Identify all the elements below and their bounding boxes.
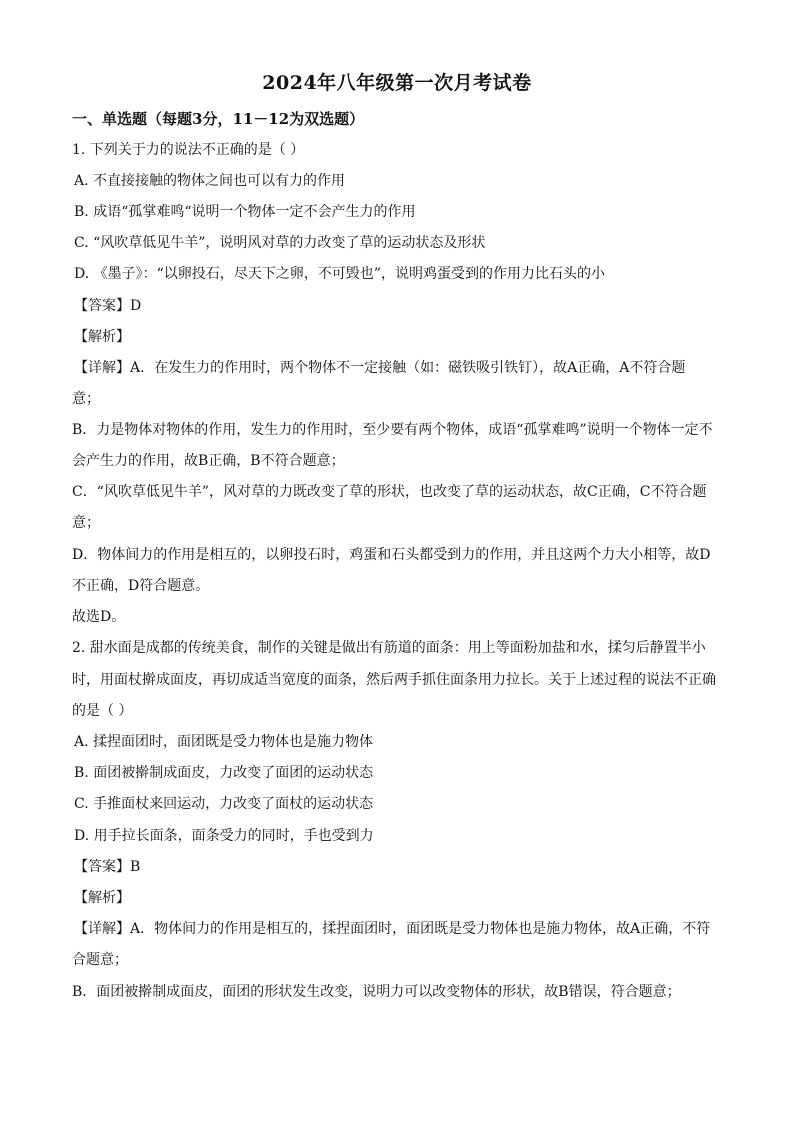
q1-option-d: D. 《墨子》：“以卵投石，尽天下之卵，不可毁也”，说明鸡蛋受到的作用力比石头的小 [74, 266, 605, 282]
q1-detail-line: 意； [72, 515, 100, 531]
q1-detail-line: 不正确，D符合题意。 [72, 578, 210, 594]
section-heading: 一、单选题（每题3分，11－12为双选题） [72, 110, 365, 128]
q2-answer: 【答案】B [74, 859, 141, 875]
q1-answer: 【答案】D [74, 298, 142, 314]
q2-stem-line: 的是（ ） [72, 703, 133, 719]
q1-detail-line: 会产生力的作用，故B正确，B不符合题意； [72, 453, 345, 469]
q1-option-b: B. 成语“孤掌难鸣“说明一个物体一定不会产生力的作用 [74, 204, 416, 220]
q1-detail-line: D．物体间力的作用是相互的，以卵投石时，鸡蛋和石头都受到力的作用，并且这两个力大小相等，故D [72, 547, 711, 563]
q2-option-a: A. 揉捏面团时，面团既是受力物体也是施力物体 [74, 734, 374, 750]
q1-detail-line: C．“风吹草低见牛羊”，风对草的力既改变了草的形状，也改变了草的运动状态，故C正确，C不符合题 [72, 484, 707, 500]
q2-option-d: D. 用手拉长面条，面条受力的同时，手也受到力 [74, 828, 374, 844]
q1-option-a: A. 不直接接触的物体之间也可以有力的作用 [74, 173, 346, 189]
q2-option-c: C. 手推面杖来回运动，力改变了面杖的运动状态 [74, 796, 374, 812]
q1-analysis-label: 【解析】 [74, 329, 130, 345]
q1-stem: 1. 下列关于力的说法不正确的是（ ） [72, 142, 305, 158]
q2-option-b: B. 面团被擀制成面皮，力改变了面团的运动状态 [74, 765, 374, 781]
q2-detail-line: B．面团被擀制成面皮，面团的形状发生改变，说明力可以改变物体的形状，故B错误，符合题意； [72, 984, 681, 1000]
q2-stem-line: 时，用面杖擀成面皮，再切成适当宽度的面条，然后两手抓住面条用力拉长。关于上述过程的说法不正确 [72, 672, 716, 688]
q1-conclusion: 故选D。 [72, 609, 126, 625]
page-title: 2024年八年级第一次月考试卷 [262, 72, 532, 94]
q1-detail-line: 【详解】A．在发生力的作用时，两个物体不一定接触（如：磁铁吸引铁钉），故A正确，A不符合题 [74, 360, 686, 376]
q1-option-c: C. “风吹草低见牛羊”，说明风对草的力改变了草的运动状态及形状 [74, 235, 486, 251]
q1-detail-line: B．力是物体对物体的作用，发生力的作用时，至少要有两个物体，成语“孤掌难鸣”说明一个物体一定不 [72, 422, 713, 438]
q2-stem-line: 2. 甜水面是成都的传统美食，制作的关键是做出有筋道的面条：用上等面粉加盐和水，揉匀后静置半小 [72, 640, 706, 656]
q2-analysis-label: 【解析】 [74, 890, 130, 906]
q1-detail-line: 意； [72, 391, 100, 407]
q2-detail-line: 合题意； [72, 952, 128, 968]
q2-detail-line: 【详解】A．物体间力的作用是相互的，揉捏面团时，面团既是受力物体也是施力物体，故A正确，不符 [74, 921, 711, 937]
